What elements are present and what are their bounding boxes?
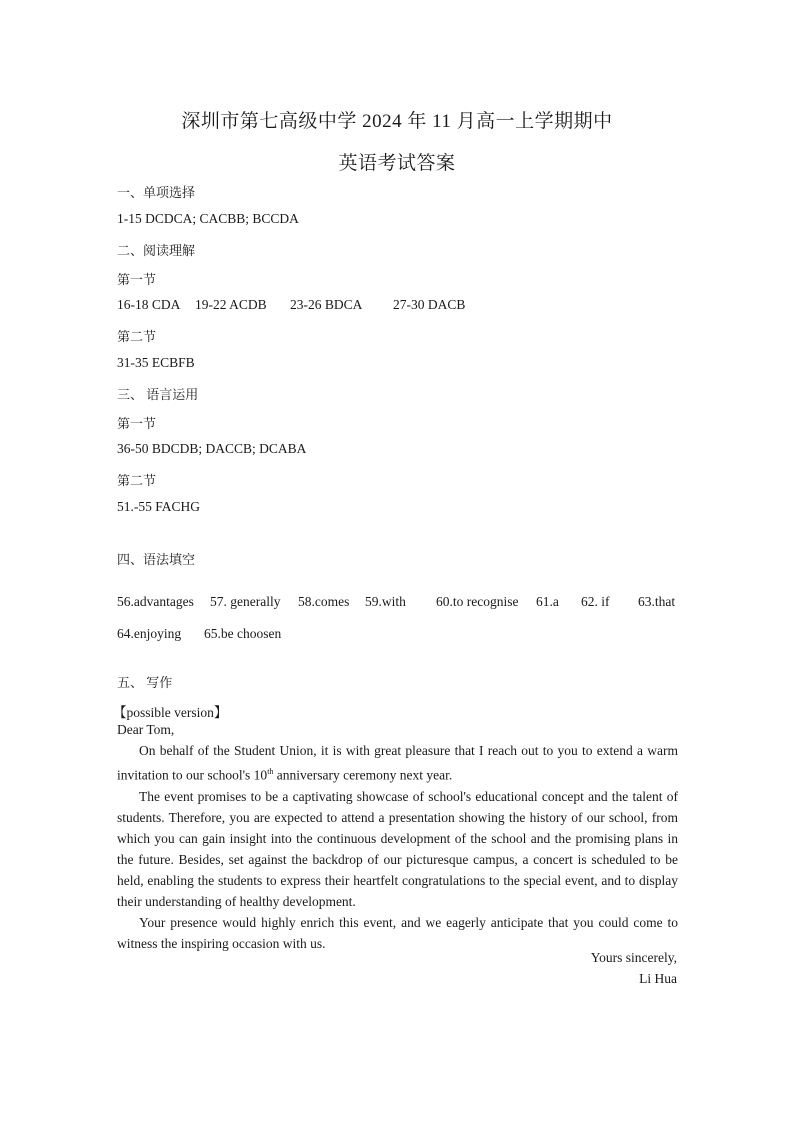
single-choice-answers: 1-15 DCDCA; CACBB; BCCDA <box>117 211 299 226</box>
letter-body <box>117 740 678 954</box>
letter-signature: Li Hua <box>639 971 677 986</box>
language-part1-answers: 36-50 BDCDB; DACCB; DCABA <box>117 441 307 456</box>
grammar-answer: 64.enjoying <box>117 626 182 641</box>
grammar-answer: 62. if <box>581 594 610 609</box>
grammar-answer: 65.be choosen <box>204 626 282 641</box>
section-heading-single-choice: 一、单项选择 <box>117 185 196 200</box>
language-part1-label: 第一节 <box>117 416 157 431</box>
grammar-answer: 58.comes <box>298 594 350 609</box>
document-subtitle: 英语考试答案 <box>338 153 456 174</box>
reading-part2-answers: 31-35 ECBFB <box>117 355 195 370</box>
grammar-answer: 60.to recognise <box>436 594 519 609</box>
answer-group: 19-22 ACDB <box>195 297 267 312</box>
grammar-answer: 61.a <box>536 594 559 609</box>
language-part2-answers: 51.-55 FACHG <box>117 499 201 514</box>
letter-paragraph-1: On behalf of the Student Union, it is with great pleasure that I reach out to you to extend a warm invitation to our school's 10th anniversary ceremony next year. <box>117 743 678 783</box>
language-part2-label: 第二节 <box>117 473 157 488</box>
section-heading-reading: 二、阅读理解 <box>117 243 196 258</box>
letter-paragraph-3: Your presence would highly enrich this event, and we eagerly anticipate that you could come to witness the inspiring occasion with us. <box>117 914 678 951</box>
letter-paragraph-2: The event promises to be a captivating showcase of school's educational concept and the talent of students. Therefore, you are expected to attend a presentation showing the history of our school, from which you can gain insight into the continuous development of the school and the promising plans in the future. Besides, set against the backdrop of our picturesque campus, a concert is scheduled to be held, enabling the students to express their heartfelt congratulations to the special event, and to display their understanding of healthy development. <box>117 788 678 909</box>
answer-group: 16-18 CDA <box>117 297 181 312</box>
answer-group: 23-26 BDCA <box>290 297 363 312</box>
grammar-answer: 59.with <box>365 594 406 609</box>
section-heading-grammar: 四、语法填空 <box>117 552 196 567</box>
reading-part1-label: 第一节 <box>117 272 157 287</box>
section-heading-writing: 五、 写作 <box>117 675 173 690</box>
answer-group: 27-30 DACB <box>393 297 466 312</box>
document-title: 深圳市第七高级中学 2024 年 11 月高一上学期期中 <box>181 111 613 132</box>
reading-part2-label: 第二节 <box>117 329 157 344</box>
grammar-answer: 63.that <box>638 594 676 609</box>
letter-closing: Yours sincerely, <box>590 950 677 965</box>
letter-greeting: Dear Tom, <box>117 722 175 737</box>
grammar-answer: 56.advantages <box>117 594 194 609</box>
section-heading-language-use: 三、 语言运用 <box>117 387 199 402</box>
grammar-answer: 57. generally <box>210 594 281 609</box>
possible-version-label: 【possible version】 <box>113 705 228 720</box>
